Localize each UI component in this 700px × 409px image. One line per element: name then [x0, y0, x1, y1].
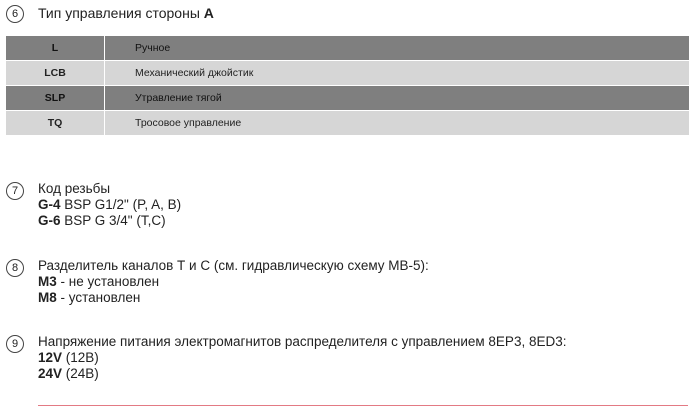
section-7-block	[38, 181, 181, 229]
list-item	[38, 274, 429, 290]
list-item	[38, 366, 566, 382]
section-6-title	[38, 5, 214, 21]
row-description: Утравление тягой	[105, 86, 690, 111]
row-description: Ручное	[105, 36, 690, 61]
list-item	[38, 290, 429, 306]
section-number-6: 6	[6, 5, 24, 23]
section-9-block	[38, 334, 566, 382]
table-row	[6, 86, 689, 111]
row-code: L	[6, 36, 105, 61]
item-text: BSP G 3/4" (T,C)	[60, 213, 166, 228]
section-number-8: 8	[6, 259, 24, 277]
item-code: M8	[38, 290, 57, 305]
bottom-divider	[38, 405, 688, 406]
item-code: G-4	[38, 197, 61, 212]
section-8-block	[38, 258, 429, 306]
section-6-title-text: Тип управления стороны	[38, 5, 204, 21]
list-item	[38, 197, 181, 213]
item-text: - установлен	[56, 290, 141, 305]
section-9-title: Напряжение питания электромагнитов распределителя с управлением 8EP3, 8ED3:	[38, 334, 567, 349]
item-code: 24V	[38, 366, 63, 381]
item-code: 12V	[38, 350, 63, 365]
section-6-title-side: A	[203, 5, 214, 21]
table-row	[6, 111, 689, 136]
item-code: M3	[38, 274, 57, 289]
section-number-9: 9	[6, 335, 24, 353]
list-item	[38, 213, 181, 229]
row-code: LCB	[6, 61, 105, 86]
section-8-title: Разделитель каналов Т и С (см. гидравлическую схему МВ-5):	[38, 258, 429, 273]
row-code: TQ	[6, 111, 105, 136]
control-type-table	[6, 35, 689, 136]
list-item	[38, 350, 566, 366]
row-code: SLP	[6, 86, 105, 111]
table-row	[6, 36, 689, 61]
item-code: G-6	[38, 213, 61, 228]
item-text: (24В)	[62, 366, 99, 381]
table-row	[6, 61, 689, 86]
row-description: Механический джойстик	[105, 61, 690, 86]
section-7-title: Код резьбы	[38, 181, 111, 196]
item-text: - не установлен	[56, 274, 160, 289]
item-text: (12В)	[62, 350, 99, 365]
section-number-7: 7	[6, 182, 24, 200]
row-description: Тросовое управление	[105, 111, 690, 136]
item-text: BSP G1/2" (P, A, B)	[60, 197, 182, 212]
